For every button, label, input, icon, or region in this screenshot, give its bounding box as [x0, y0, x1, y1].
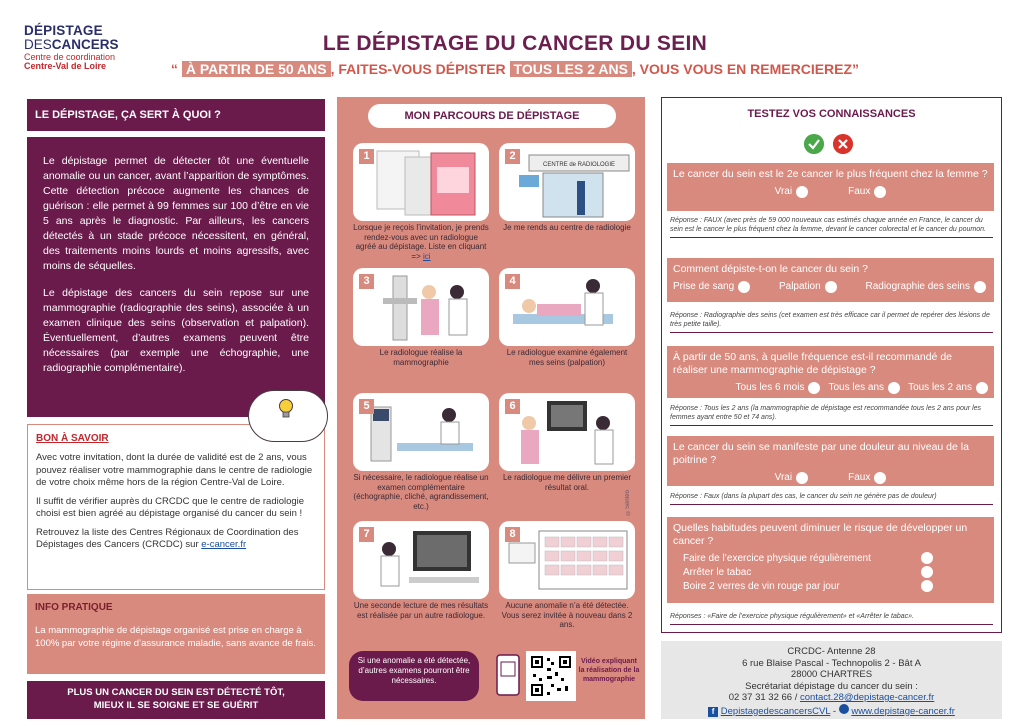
tagline-highlight-1: À PARTIR DE 50 ANS: [182, 61, 331, 77]
smartphone-icon: [496, 654, 520, 696]
contact-email-link[interactable]: contact.28@depistage-cancer.fr: [800, 692, 935, 703]
contact-line1: CRCDC- Antenne 28: [787, 646, 876, 657]
globe-icon: [839, 704, 849, 714]
option[interactable]: [683, 566, 988, 580]
radio-button[interactable]: [825, 281, 837, 293]
answer-options: [673, 280, 988, 293]
bottom-banner: [27, 681, 325, 719]
quiz-title: TESTEZ VOS CONNAISSANCES: [747, 108, 916, 120]
video-note: Vidéo expliquant la réalisation de la mammographie: [578, 658, 640, 683]
step-caption: Le radiologue réalise la mammographie: [379, 348, 463, 367]
option-label: Boire 2 verres de vin rouge par jour: [683, 581, 840, 592]
facebook-icon: f: [708, 707, 718, 717]
contact-line6: [661, 704, 1002, 718]
answer-options: [673, 185, 988, 198]
option[interactable]: [736, 381, 821, 394]
step-number: 7: [359, 527, 374, 542]
step-card-8: [499, 521, 635, 629]
step-caption: [353, 223, 489, 261]
answer-options: [673, 552, 988, 594]
info-pratique-title: INFO PRATIQUE: [35, 602, 113, 613]
radio-button[interactable]: [976, 382, 988, 394]
logo-cancers: CANCERS: [51, 36, 119, 52]
option[interactable]: [848, 185, 886, 198]
step-number: 6: [505, 399, 520, 414]
contact-line5: [661, 692, 1002, 704]
radio-button[interactable]: [796, 186, 808, 198]
tagline-middle: , FAITES-VOUS DÉPISTER: [330, 61, 510, 77]
option[interactable]: [775, 471, 808, 484]
question-text: Le cancer du sein se manifeste par une douleur au niveau de la poitrine ?: [673, 441, 969, 466]
option-label: Vrai: [774, 186, 793, 197]
step-number: 5: [359, 399, 374, 414]
radio-button[interactable]: [874, 472, 886, 484]
radio-button[interactable]: [921, 552, 933, 564]
quiz-question-5: [667, 517, 994, 603]
option-label: Faux: [848, 472, 871, 483]
answer-options: [673, 381, 988, 394]
option[interactable]: [908, 381, 988, 394]
tagline-highlight-2: TOUS LES 2 ANS: [510, 61, 632, 77]
tagline-end: , VOUS VOUS EN REMERCIEREZ”: [631, 61, 860, 77]
question-text: Quelles habitudes peuvent diminuer le risque de développer un cancer ?: [673, 522, 968, 547]
option[interactable]: [779, 280, 837, 293]
step-number: 2: [505, 149, 520, 164]
step-1-caption-text: Lorsque je reçois l’invitation, je prends rendez-vous avec un radiologue agréé au dépistage. Liste en cliquant =>: [353, 223, 489, 261]
bon-a-savoir-p2: Il suffit de vérifier auprès du CRCDC que le centre de radiologie choisi est bien agréé au dépistage organisé du cancer du sein !: [36, 495, 305, 519]
step-card-1: [353, 143, 489, 261]
option-label: Radiographie des seins: [865, 281, 970, 292]
step-card-5: [353, 393, 489, 511]
option-label: Vrai: [774, 472, 793, 483]
radiology-sign: CENTRE de RADIOLOGIE: [542, 162, 616, 168]
question-text: À partir de 50 ans, à quelle fréquence est-il recommandé de réaliser une mammographie de dépistage ?: [673, 351, 952, 376]
logo-line1: DÉPISTAGE: [24, 23, 103, 38]
lightbulb-icon: [278, 398, 294, 420]
logo-line3: Centre de coordination: [24, 52, 116, 62]
website-link[interactable]: www.depistage-cancer.fr: [851, 705, 955, 717]
anomaly-note: Si une anomalie a été détectée, d’autres examens pourront être nécessaires.: [349, 651, 479, 701]
option[interactable]: [683, 580, 988, 594]
banner-line1: PLUS UN CANCER DU SEIN EST DÉTECTÉ TÔT,: [67, 687, 285, 698]
question-text: Le cancer du sein est le 2e cancer le plus fréquent chez la femme ?: [673, 168, 988, 180]
contact-line3: 28000 CHARTRES: [790, 669, 873, 680]
ici-link[interactable]: ici: [423, 251, 431, 261]
option-label: Faire de l’exercice physique régulièrement: [683, 553, 871, 564]
quiz-answer-3: Réponse : Tous les 2 ans (la mammographie de dépistage est recommandée tous les 2 ans pour les femmes ayant entre 50 et 74 ans).: [670, 404, 993, 426]
step-caption: Le radiologue examine également mes seins (palpation): [506, 348, 628, 367]
logo-des: DES: [24, 36, 52, 52]
cross-icon: [833, 134, 853, 154]
radio-button[interactable]: [874, 186, 886, 198]
option-label: Tous les 6 mois: [735, 382, 805, 393]
contact-block: [661, 641, 1002, 719]
option-label: Prise de sang: [673, 281, 735, 292]
quiz-answer-5: Réponses : «Faire de l’exercice physique régulièrement» et «Arrêter le tabac».: [670, 612, 993, 625]
step-caption: Si nécessaire, le radiologue réalise un examen complémentaire (échographie, cliché, agrandissement, etc.): [353, 473, 489, 511]
logo-line2: [24, 38, 154, 52]
info-pratique-box: [27, 594, 325, 674]
page-title: LE DÉPISTAGE DU CANCER DU SEIN: [322, 32, 708, 55]
image-credit: ©Sentéo: [625, 490, 631, 516]
question-text: Comment dépiste-t-on le cancer du sein ?: [673, 263, 868, 275]
step-number: 8: [505, 527, 520, 542]
radio-button[interactable]: [796, 472, 808, 484]
bon-a-savoir-p1: Avec votre invitation, dont la durée de validité est de 2 ans, vous pouvez réaliser votre mammographie dans le centre de radiologie de votre choix même hors de la région Centre-Val de Loire.: [36, 452, 313, 488]
intro-paragraph-1: Le dépistage permet de détecter tôt une éventuelle anomalie ou un cancer, avant l’apparition de symptômes. Cette détection précoce augmente les chances de guérison : elle permet à 99 femmes sur 100 d’être en vie 5 ans après le diagnostic. Par ailleurs, les cancers détectés à un stade précoce nécessitent, en général, des traitements moins lourds et moins agressifs, avec moins de séquelles.: [43, 155, 309, 272]
banner-line2: MIEUX IL SE SOIGNE ET SE GUÉRIT: [93, 700, 259, 711]
option-label: Arrêter le tabac: [683, 567, 752, 578]
contact-separator: /: [792, 692, 801, 703]
quiz-answer-2: Réponse : Radiographie des seins (cet examen est très efficace car il permet de repérer des lésions de très petite taille).: [670, 311, 993, 333]
step-number: 4: [505, 274, 520, 289]
option[interactable]: [775, 185, 808, 198]
radio-button[interactable]: [808, 382, 820, 394]
step-card-2: [499, 143, 635, 251]
step-caption: Une seconde lecture de mes résultats est réalisée par un autre radiologue.: [353, 601, 489, 620]
bon-a-savoir-box: [27, 424, 325, 590]
quiz-question-2: [667, 258, 994, 302]
ecancer-link[interactable]: e-cancer.fr: [201, 539, 247, 550]
option[interactable]: [828, 381, 900, 394]
bon-a-savoir-p3: [36, 527, 316, 552]
quiz-question-1: [667, 163, 994, 211]
radio-button[interactable]: [921, 566, 933, 578]
option[interactable]: [673, 280, 750, 293]
step-card-3: [353, 268, 489, 376]
step-caption: Je me rends au centre de radiologie: [503, 223, 631, 232]
step-caption: Aucune anomalie n’a été détectée. Vous serez invitée à nouveau dans 2 ans.: [501, 601, 633, 629]
option[interactable]: [865, 280, 986, 293]
radio-button[interactable]: [974, 281, 986, 293]
bon-a-savoir-title: BON À SAVOIR: [36, 433, 109, 444]
quiz-question-3: [667, 346, 994, 398]
intro-paragraph-2: Le dépistage des cancers du sein repose sur une mammographie (radiographie des seins), associée à un examen clinique des seins (observation et palpation). Éventuellement, d’autres examens peuvent être nécessaires (par exemple une échographie, une radiographie complémentaire).: [43, 287, 309, 374]
bon-a-savoir-p3-text: Retrouvez la liste des Centres Régionaux de Coordination des Dépistages des Cancers (CRCDC) sur: [36, 526, 299, 550]
step-number: 3: [359, 274, 374, 289]
qr-code-icon[interactable]: [526, 651, 576, 701]
step-card-4: [499, 268, 635, 376]
left-intro-panel: [27, 137, 325, 417]
contact-line2: 6 rue Blaise Pascal - Technopolis 2 - Bât A: [742, 657, 921, 669]
parcours-heading: MON PARCOURS DE DÉPISTAGE: [368, 104, 616, 128]
radio-button[interactable]: [888, 382, 900, 394]
facebook-link[interactable]: DepistagedescancersCVL: [720, 705, 831, 717]
option-label: Palpation: [778, 281, 821, 292]
step-number: 1: [359, 149, 374, 164]
option-label: Faux: [848, 186, 871, 197]
logo-line4: Centre-Val de Loire: [24, 61, 107, 71]
option[interactable]: [848, 471, 886, 484]
left-heading: LE DÉPISTAGE, ÇA SERT À QUOI ?: [27, 99, 325, 131]
answer-options: [673, 471, 988, 484]
step-caption: Le radiologue me délivre un premier résultat oral.: [502, 473, 632, 492]
option-label: Tous les 2 ans: [908, 382, 972, 393]
quiz-answer-4: Réponse : Faux (dans la plupart des cas, le cancer du sein ne génère pas de douleur): [670, 492, 993, 505]
quiz-answer-1: Réponse : FAUX (avec près de 59 000 nouveaux cas estimés chaque année en France, le cancer du sein est le cancer le plus fréquent chez la femme, devant le cancer colorectal et le cancer du poumon.: [670, 216, 993, 238]
contact-line4: Secrétariat dépistage du cancer du sein :: [745, 680, 918, 692]
step-card-6: [499, 393, 635, 501]
quiz-question-4: [667, 436, 994, 486]
info-pratique-text: La mammographie de dépistage organisé est prise en charge à 100% par votre régime d’assurance maladie, sans avance de frais.: [35, 625, 316, 649]
radio-button[interactable]: [738, 281, 750, 293]
contact-phone: 02 37 31 32 66: [728, 692, 793, 703]
option-label: Tous les ans: [828, 382, 885, 393]
contact-dash: -: [830, 705, 839, 717]
step-card-7: [353, 521, 489, 629]
check-icon: [804, 134, 824, 154]
tagline: [120, 61, 910, 77]
radio-button[interactable]: [921, 580, 933, 592]
tagline-quote: “: [170, 61, 178, 77]
option[interactable]: [683, 552, 988, 566]
